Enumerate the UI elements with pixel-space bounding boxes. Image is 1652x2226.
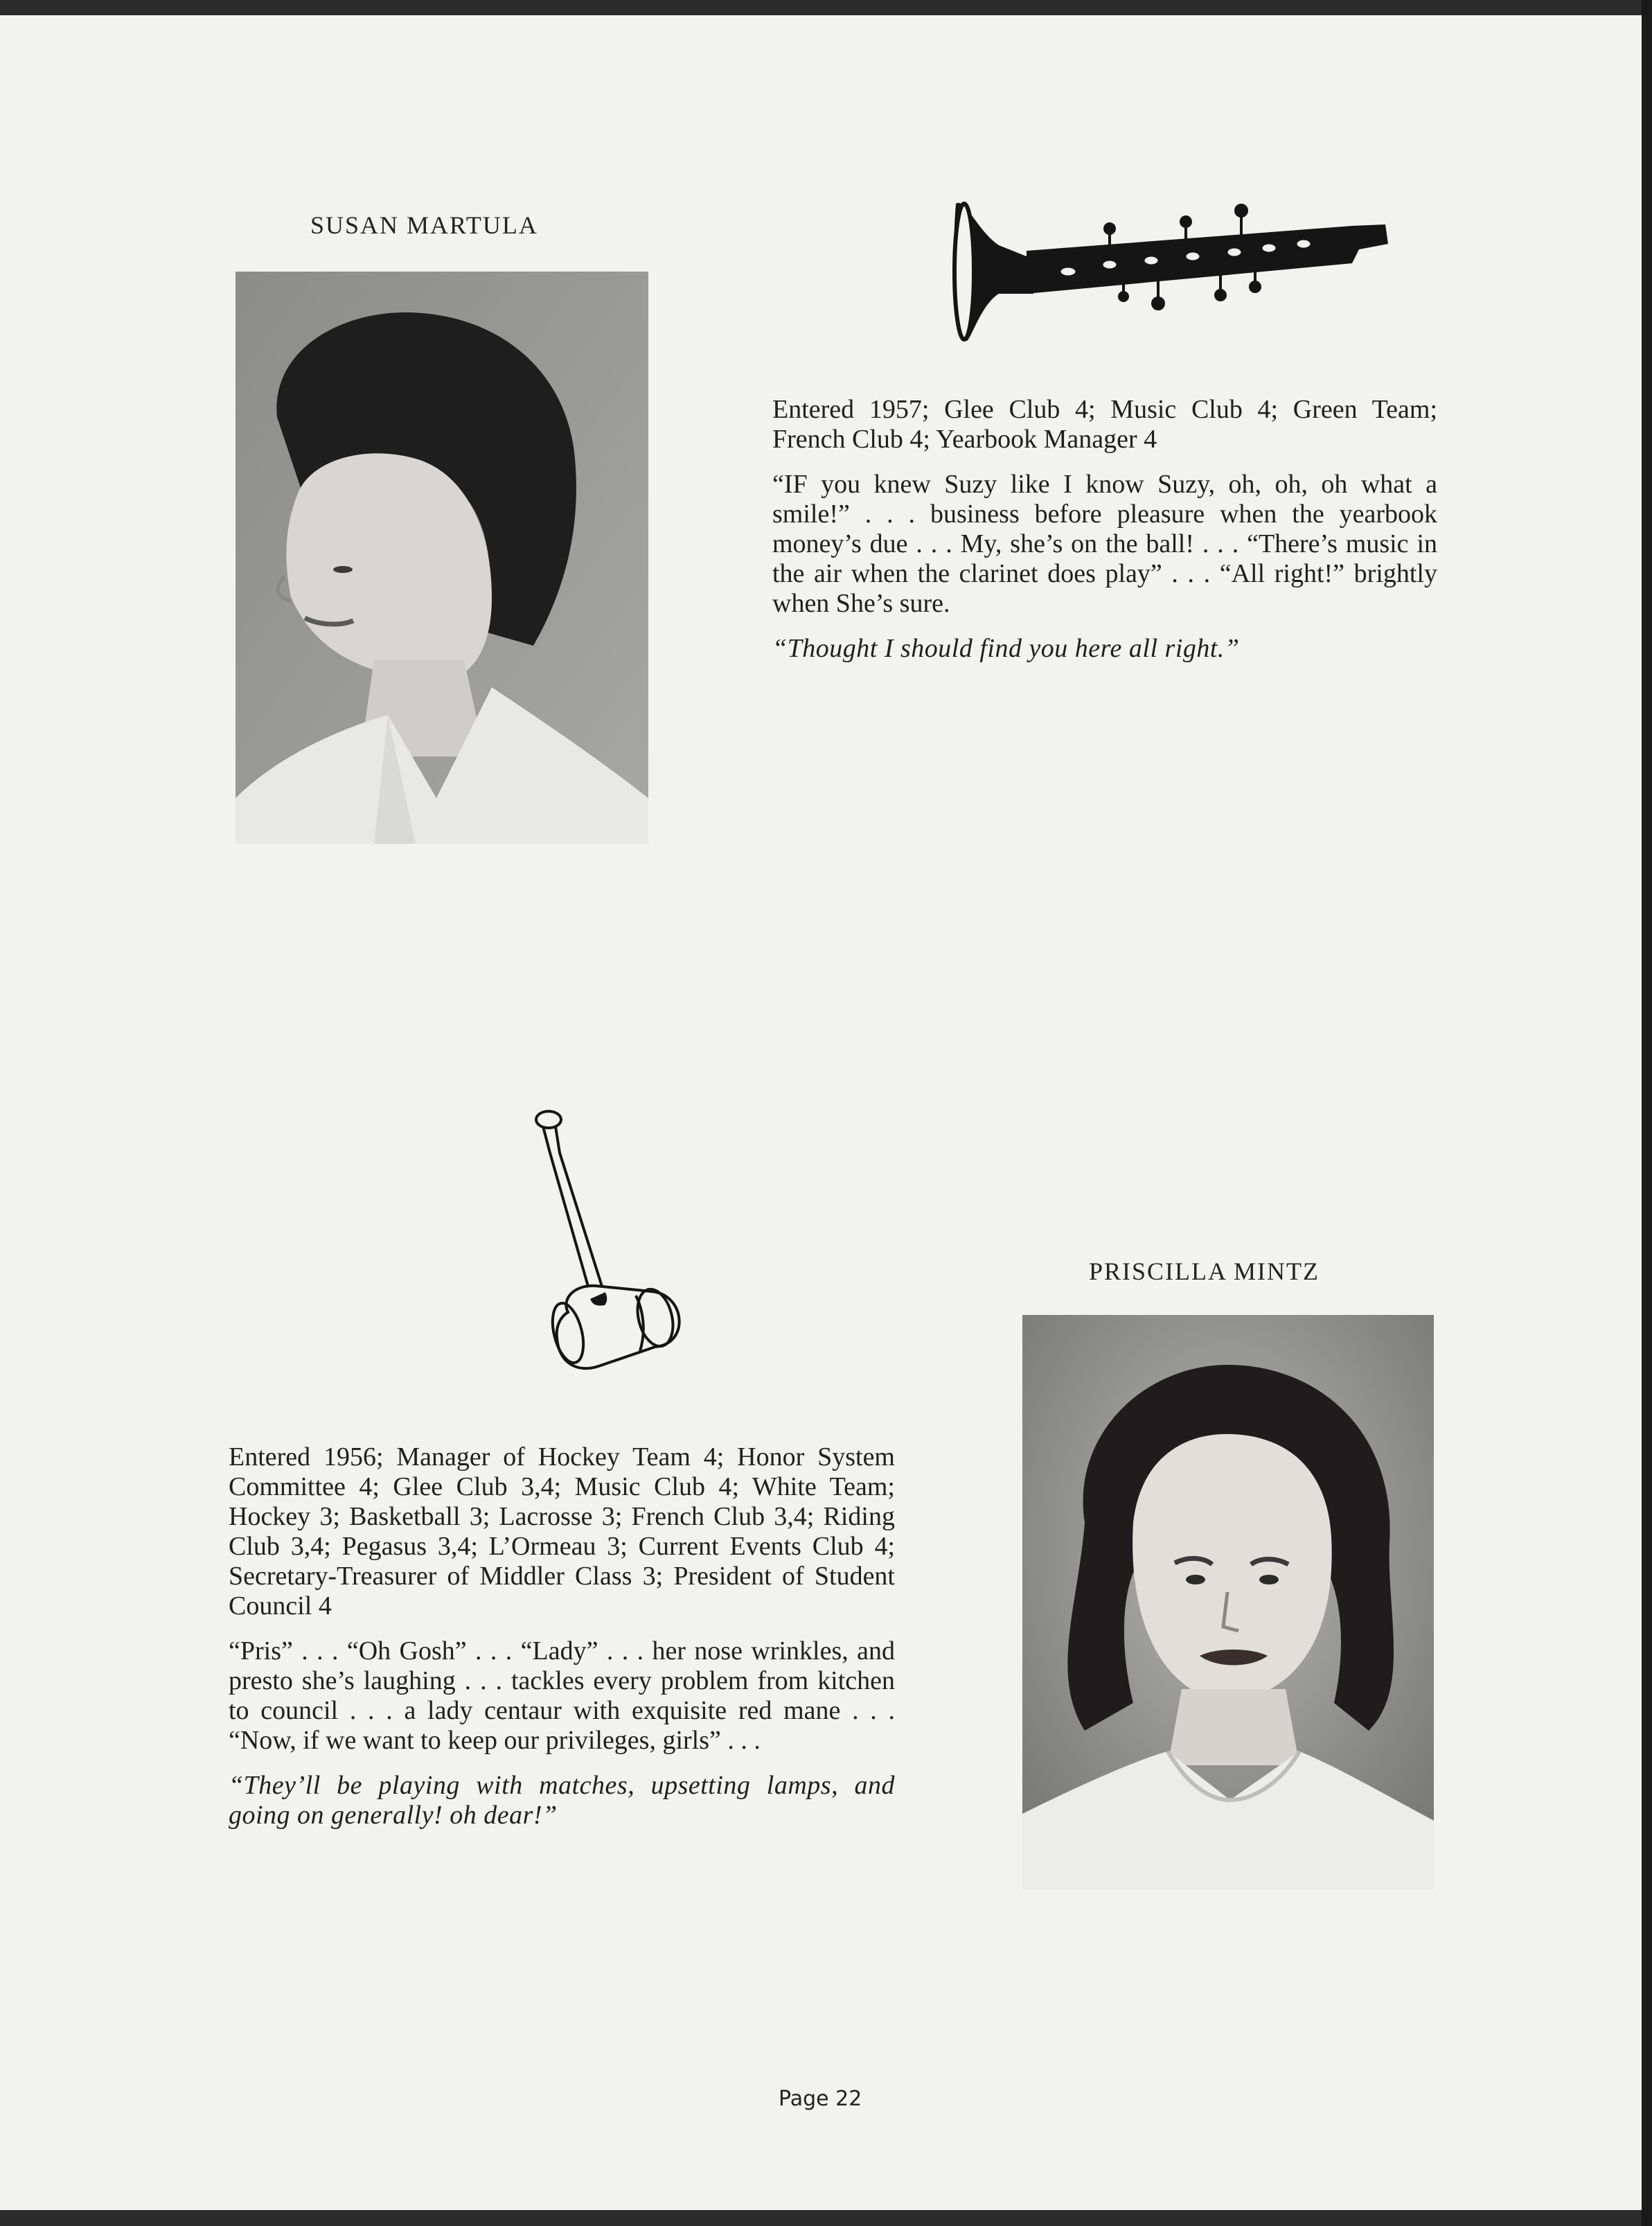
binding-edge — [1642, 0, 1652, 2226]
student-1-activities: Entered 1957; Glee Club 4; Music Club 4; Green Team; French Club 4; Yearbook Manager 4 — [772, 395, 1437, 454]
student-1-quote: “Thought I should find you here all right.” — [772, 634, 1240, 663]
student-1-photo — [236, 272, 648, 844]
student-1-text — [772, 395, 1437, 679]
yearbook-page — [0, 15, 1642, 2210]
student-2-activities: Entered 1956; Manager of Hockey Team 4; Honor System Committee 4; Glee Club 3,4; Music Club 4; White Team; Hockey 3; Basketball 3; Lacrosse 3; French Club 3,4; Riding Club 3,4; Pegasus 3,4; L’Ormeau 3; Current Events Club 4; Secretary-Treasurer of Middler Class 3; President of Student Council 4 — [229, 1442, 895, 1620]
student-1-name: SUSAN MARTULA — [310, 211, 538, 239]
student-2-write-up: “Pris” . . . “Oh Gosh” . . . “Lady” . . . her nose wrinkles, and presto she’s laughing . . . tackles every problem from kitchen to council . . . a lady centaur with exquisite red mane . . . “Now, if we want to keep our privileges, girls” . . . — [229, 1636, 895, 1755]
student-2-name: PRISCILLA MINTZ — [1089, 1257, 1320, 1285]
gavel-icon — [526, 1104, 700, 1409]
page-number: Page 22 — [779, 2087, 862, 2111]
student-2-photo — [1022, 1315, 1434, 1890]
student-1-write-up: “IF you knew Suzy like I know Suzy, oh, oh, oh what a smile!” . . . business before pleasure when the yearbook money’s due . . . My, she’s on the ball! . . . “There’s music in the air when the clarinet does play” . . . “All right!” brightly when She’s sure. — [772, 470, 1437, 618]
student-2-quote: “They’ll be playing with matches, upsetting lamps, and going on generally! oh dear!” — [229, 1771, 895, 1830]
student-2-text — [229, 1442, 895, 1846]
clarinet-icon — [950, 190, 1392, 345]
